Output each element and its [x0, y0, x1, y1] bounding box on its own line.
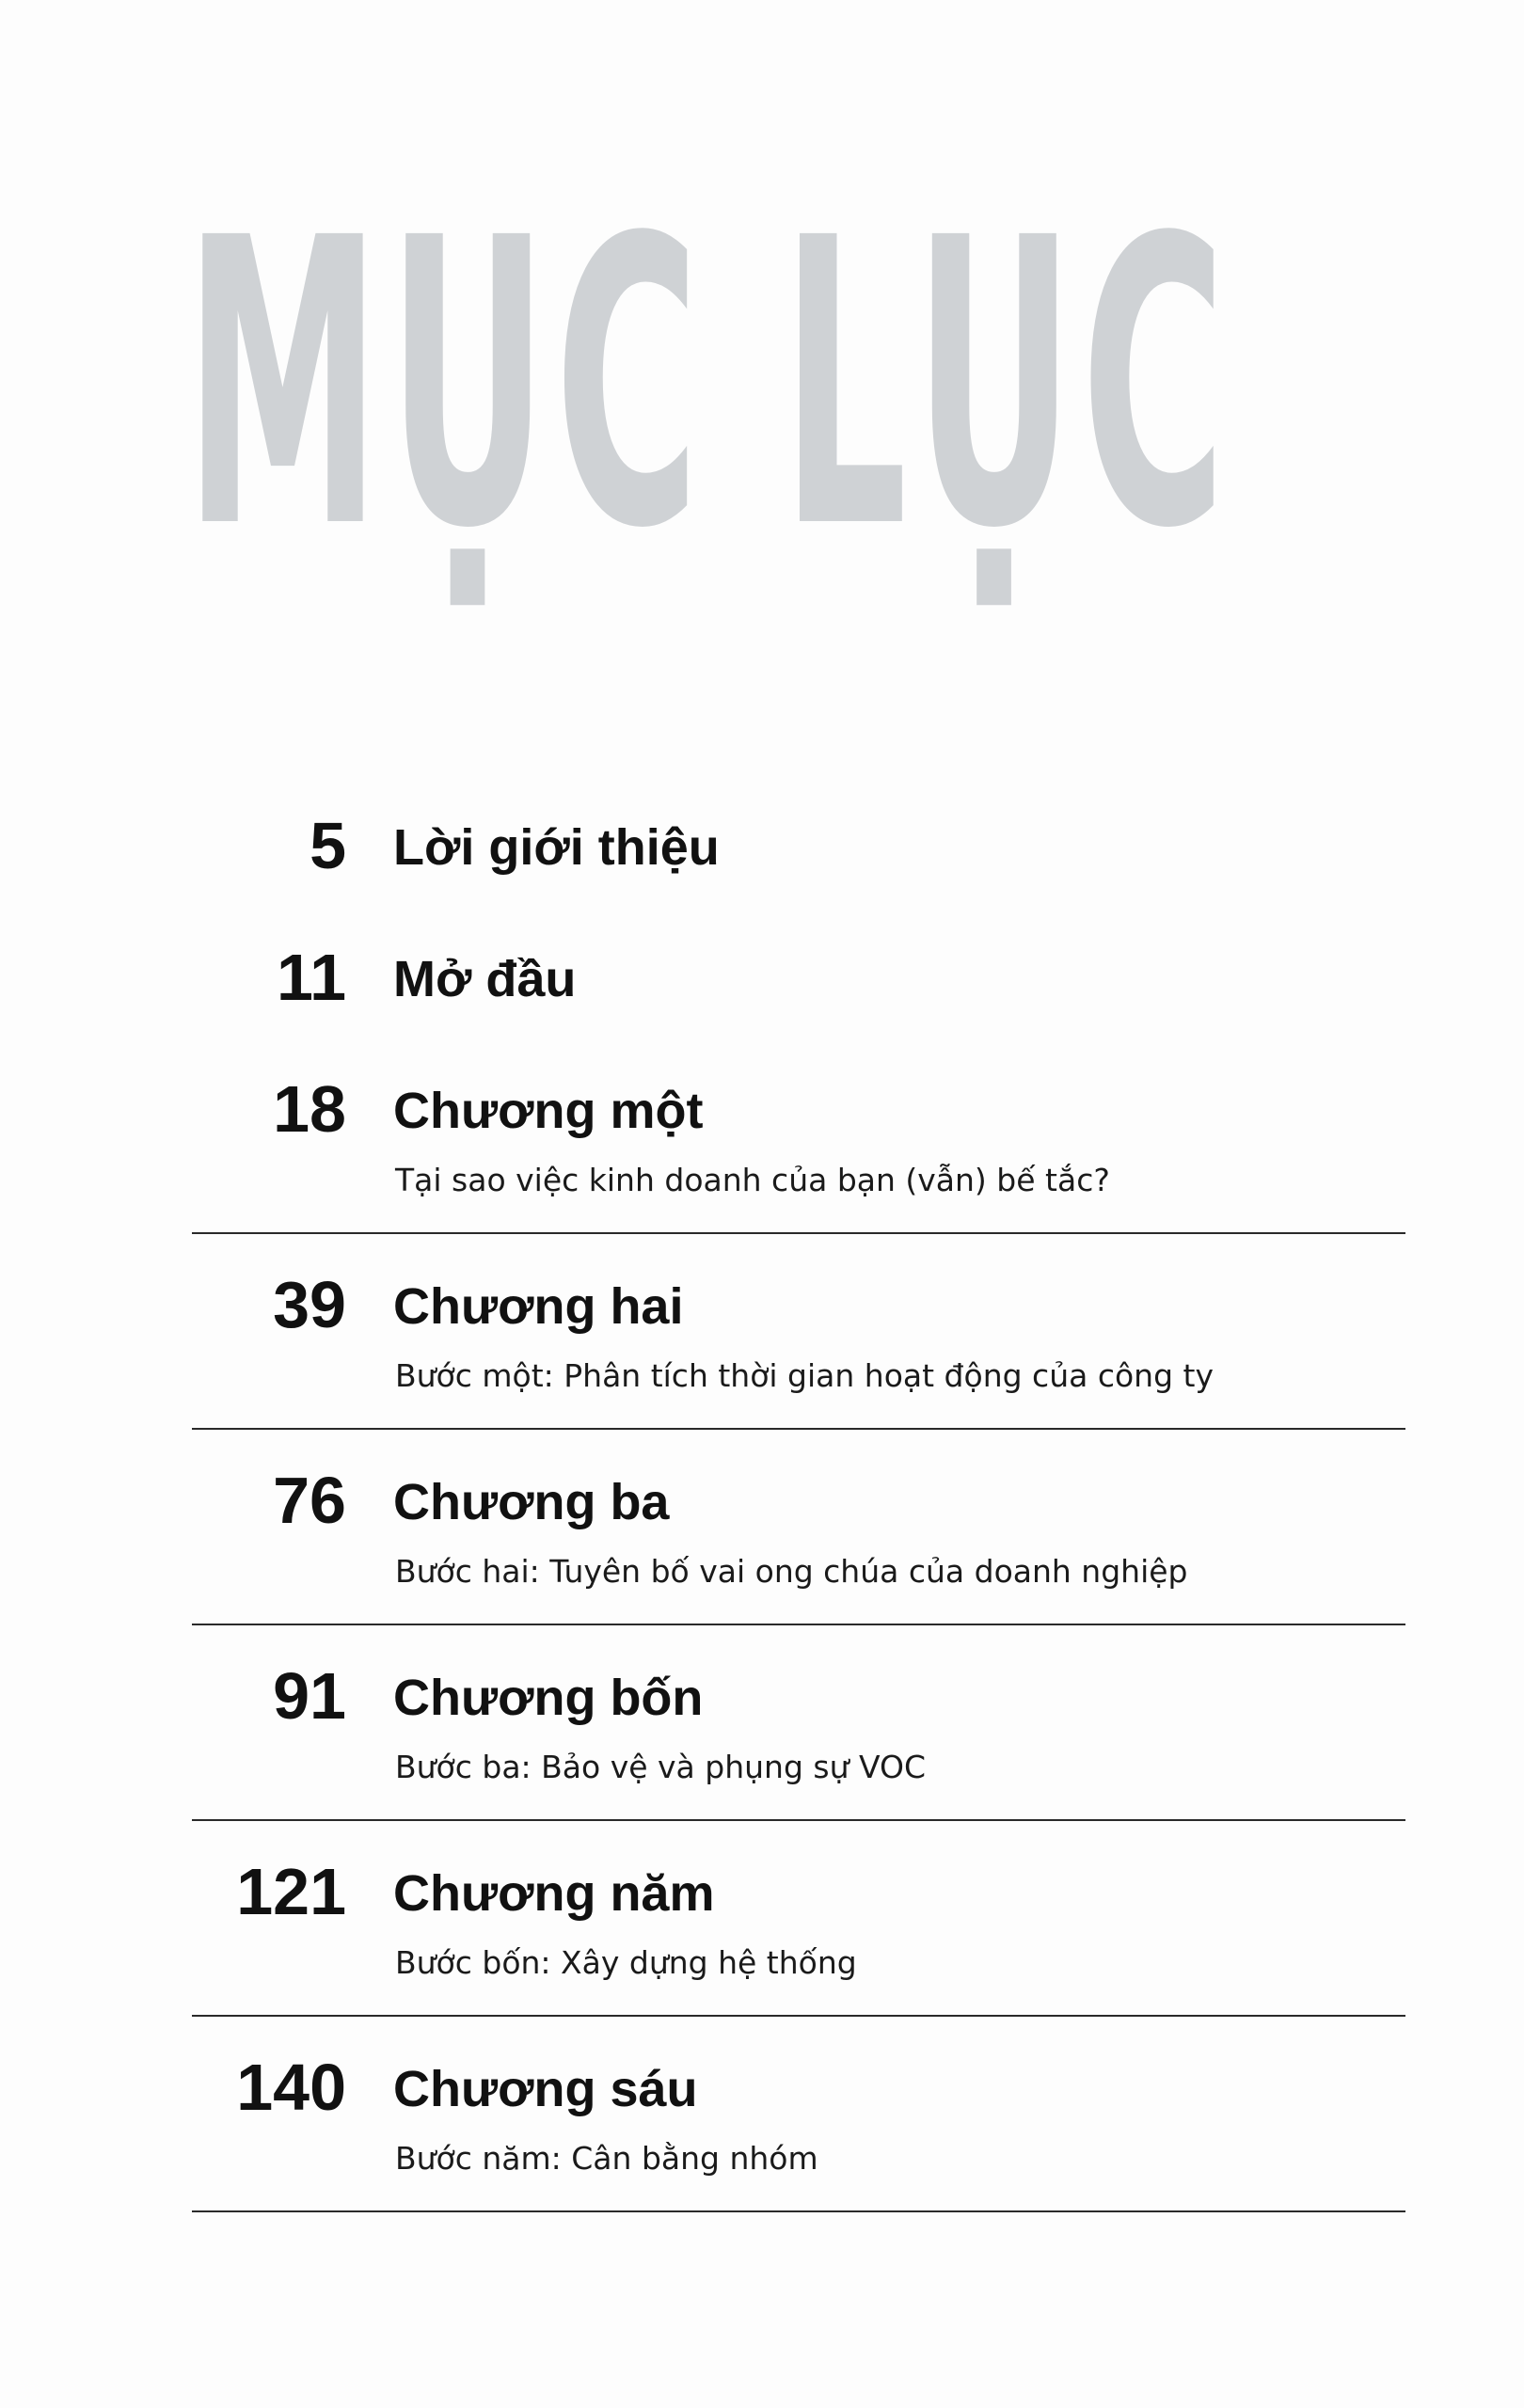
toc-page-number: 18 — [273, 1072, 346, 1146]
toc-entry-title: Chương sáu — [393, 2061, 698, 2117]
toc-entry-subtitle: Bước bốn: Xây dựng hệ thống — [395, 1944, 857, 1981]
toc-entry-title: Chương một — [393, 1083, 704, 1139]
toc-entry-title: Chương ba — [393, 1474, 670, 1530]
toc-entry-opening[interactable] — [0, 931, 1524, 1063]
toc-entry-chapter-2[interactable] — [0, 1259, 1524, 1454]
toc-entry-subtitle: Bước năm: Cân bằng nhóm — [395, 2140, 818, 2177]
divider — [192, 1232, 1405, 1234]
divider — [192, 1624, 1405, 1625]
toc-entry-subtitle: Bước ba: Bảo vệ và phụng sự VOC — [395, 1749, 926, 1785]
toc-entry-title: Lời giới thiệu — [393, 819, 720, 876]
table-of-contents — [0, 800, 1524, 2237]
toc-page-number: 11 — [277, 941, 346, 1014]
toc-entry-chapter-4[interactable] — [0, 1650, 1524, 1846]
toc-entry-chapter-3[interactable] — [0, 1454, 1524, 1650]
toc-entry-intro[interactable] — [0, 800, 1524, 931]
toc-entry-subtitle: Bước một: Phân tích thời gian hoạt động của công ty — [395, 1357, 1214, 1394]
divider — [192, 1428, 1405, 1430]
toc-entry-chapter-1[interactable] — [0, 1063, 1524, 1259]
toc-page-number: 140 — [236, 2051, 346, 2124]
toc-page-number: 91 — [273, 1659, 346, 1733]
toc-entry-subtitle: Bước hai: Tuyên bố vai ong chúa của doanh nghiệp — [395, 1553, 1188, 1590]
divider — [192, 2210, 1405, 2212]
divider — [192, 2015, 1405, 2017]
toc-entry-subtitle: Tại sao việc kinh doanh của bạn (vẫn) bế tắc? — [395, 1162, 1110, 1198]
toc-page-number: 121 — [236, 1855, 346, 1928]
toc-page-number: 76 — [273, 1464, 346, 1537]
divider — [192, 1819, 1405, 1821]
toc-page-number: 39 — [273, 1268, 346, 1341]
toc-entry-title: Chương hai — [393, 1278, 684, 1335]
page-title: MỤC LỤC — [184, 155, 1233, 615]
toc-page-number: 5 — [310, 809, 346, 882]
toc-entry-title: Mở đầu — [393, 951, 577, 1007]
toc-entry-chapter-6[interactable] — [0, 2041, 1524, 2237]
toc-entry-chapter-5[interactable] — [0, 1846, 1524, 2041]
toc-entry-title: Chương năm — [393, 1865, 715, 1922]
toc-entry-title: Chương bốn — [393, 1670, 704, 1726]
